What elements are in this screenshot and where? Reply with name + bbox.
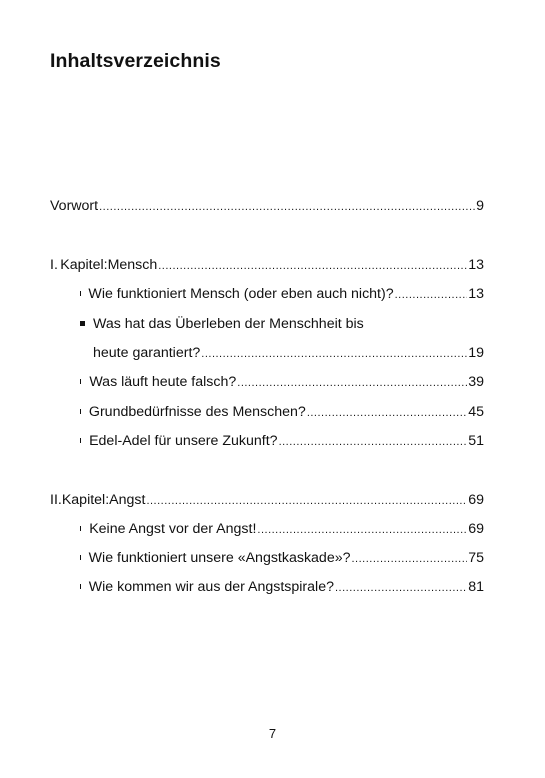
toc-page-number: 75 [468,550,484,566]
toc-section [80,284,484,304]
toc-page-number: 13 [468,257,484,273]
toc-section [80,314,484,334]
chapter-numeral: I. [50,257,58,273]
section-title: heute garantiert? [93,345,201,361]
toc-page-number: 9 [476,198,484,214]
bullet-square-icon [80,555,81,560]
leader-dots [201,344,467,364]
toc-section [80,431,484,451]
section-title: Wie funktioniert Mensch (oder eben auch nicht)? [88,286,394,302]
toc-section [80,402,484,422]
toc-page-number: 45 [468,404,484,420]
bullet-square-icon [80,584,81,589]
leader-dots [237,373,467,393]
section-title: Was läuft heute falsch? [89,374,237,390]
leader-dots [257,520,467,540]
chapter-numeral: II. [50,492,62,508]
leader-dots [158,256,467,276]
section-title: Keine Angst vor der Angst! [89,521,257,537]
toc-page-number: 81 [468,579,484,595]
chapter-label: Kapitel: [61,492,110,508]
toc-section [80,548,484,568]
toc-section-continuation [93,343,484,363]
bullet-square-icon [80,379,81,384]
leader-dots [279,432,468,452]
leader-dots [146,491,467,511]
bullet-square-icon [80,438,81,443]
leader-dots [395,285,468,305]
section-title: Grundbedürfnisse des Menschen? [88,404,306,420]
section-title: Edel-Adel für unsere Zukunft? [89,433,278,449]
bullet-square-icon [80,526,81,531]
chapter-label: Kapitel: [60,257,108,273]
toc-page-number: 69 [468,492,484,508]
toc-entry-label: Vorwort [50,198,99,214]
leader-dots [335,578,467,598]
leader-dots [307,403,467,423]
toc-section [80,372,484,392]
bullet-square-icon [80,321,85,326]
leader-dots [352,549,468,569]
toc-entry-foreword [50,196,484,216]
leader-dots [99,197,475,217]
toc-chapter-1 [50,255,484,275]
bullet-square-icon [80,409,81,414]
toc-page-number: 13 [468,286,484,302]
toc-page-number: 19 [468,345,484,361]
toc-section [80,577,484,597]
toc-section [80,519,484,539]
toc-chapter-2 [50,490,484,510]
toc-page-number: 39 [468,374,484,390]
page-title: Inhaltsverzeichnis [50,50,221,72]
chapter-title: Mensch [107,257,158,273]
section-title: Wie funktioniert unsere «Angstkaskade»? [88,550,351,566]
chapter-title: Angst [109,492,146,508]
toc-page-number: 51 [468,433,484,449]
page-number: 7 [268,726,277,741]
section-title: Was hat das Überleben der Menschheit bis [93,316,364,332]
toc-page-number: 69 [468,521,484,537]
section-title: Wie kommen wir aus der Angstspirale? [88,579,334,595]
